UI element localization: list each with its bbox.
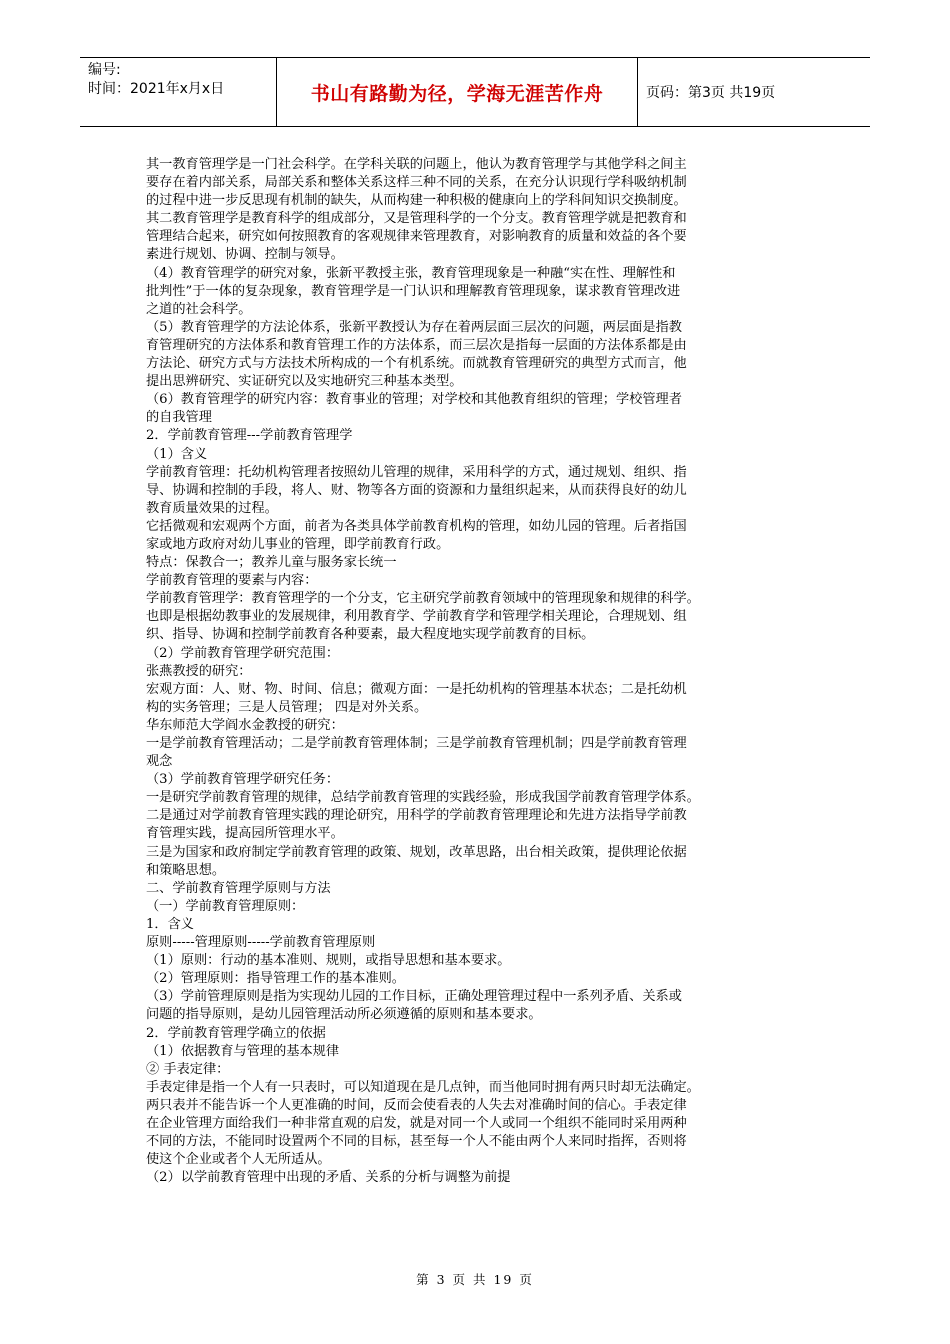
text-line: 之道的社会科学。 <box>146 301 252 317</box>
text-line: （一）学前教育管理原则： <box>146 898 305 914</box>
text-line: 华东师范大学阎水金教授的研究： <box>146 717 344 733</box>
text-line: 素进行规划、协调、控制与领导。 <box>146 247 344 263</box>
text-line: 和策略思想。 <box>146 862 226 878</box>
text-line: 2．学前教育管理---学前教育管理学 <box>146 428 353 444</box>
text-line: 二、学前教育管理学原则与方法 <box>146 880 331 896</box>
text-line: ② 手表定律： <box>146 1061 230 1077</box>
text-line: 的自我管理 <box>146 410 212 426</box>
header-page-info-cell <box>638 58 870 126</box>
text-line: 织、指导、协调和控制学前教育各种要素，最大程度地实现学前教育的目标。 <box>146 627 595 643</box>
page-info: 页码：第3页 共19页 <box>646 85 776 101</box>
text-line: 问题的指导原则，是幼儿园管理活动所必须遵循的原则和基本要求。 <box>146 1007 542 1023</box>
text-line: 提出思辨研究、实证研究以及实地研究三种基本类型。 <box>146 374 463 390</box>
text-line: （2）学前教育管理学研究范围： <box>146 645 340 661</box>
text-line: （2）以学前教育管理中出现的矛盾、关系的分析与调整为前提 <box>146 1170 511 1186</box>
text-line: 教育质量效果的过程。 <box>146 500 278 516</box>
text-line: 也即是根据幼教事业的发展规律，利用教育学、学前教育学和管理学相关理论，合理规划、组 <box>146 609 687 625</box>
text-line: 不同的方法，不能同时设置两个不同的目标，甚至每一个人不能由两个人来同时指挥，否则将 <box>146 1134 687 1150</box>
text-line: （3）学前教育管理学研究任务： <box>146 772 340 788</box>
text-line: 学前教育管理：托幼机构管理者按照幼儿管理的规律，采用科学的方式，通过规划、组织、指 <box>146 464 687 480</box>
text-line: 三是为国家和政府制定学前教育管理的政策、规划，改革思路，出台相关政策，提供理论依据 <box>146 844 687 860</box>
text-line: 要存在着内部关系，局部关系和整体关系这样三种不同的关系，在充分认识现行学科吸纳机制 <box>146 175 687 191</box>
text-line: 特点：保教合一；教养儿童与服务家长统一 <box>146 555 397 571</box>
text-line: 其一教育管理学是一门社会科学。在学科关联的问题上，他认为教育管理学与其他学科之间主 <box>146 157 687 172</box>
text-line: 批判性”于一体的复杂现象，教育管理学是一门认识和理解教育管理现象，谋求教育管理改进 <box>146 283 681 299</box>
text-line: 家或地方政府对幼儿事业的管理，即学前教育行政。 <box>146 536 450 552</box>
text-line: 的过程中进一步反思现有机制的缺失，从而构建一种积极的健康向上的学科间知识交换制度。 <box>146 193 687 209</box>
text-line: 原则-----管理原则-----学前教育管理原则 <box>146 935 376 951</box>
text-line: 方法论、研究方式与方法技术所构成的一个有机系统。而就教育管理研究的典型方式而言，他 <box>146 356 687 372</box>
text-line: （4）教育管理学的研究对象，张新平教授主张，教育管理现象是一种融“实在性、理解性和 <box>146 265 676 281</box>
text-line: 学前教育管理学：教育管理学的一个分支，它主研究学前教育领域中的管理现象和规律的科学。 <box>146 591 700 607</box>
text-line: 它括微观和宏观两个方面，前者为各类具体学前教育机构的管理，如幼儿园的管理。后者指国 <box>146 518 687 534</box>
motto-text: 书山有路勤为径，学海无涯苦作舟 <box>310 82 604 105</box>
text-line: 在企业管理方面给我们一种非常直观的启发，就是对同一个人或同一个组织不能同时采用两种 <box>146 1115 687 1131</box>
header-left-cell <box>80 58 276 126</box>
document-number-label: 编号: <box>88 62 121 78</box>
text-line: （5）教育管理学的方法论体系，张新平教授认为存在着两层面三层次的问题，两层面是指教 <box>146 319 682 335</box>
header-motto <box>276 58 638 126</box>
text-line: 育管理实践，提高园所管理水平。 <box>146 826 344 842</box>
text-line: 一是研究学前教育管理的规律，总结学前教育管理的实践经验，形成我国学前教育管理学体系。 <box>146 790 700 806</box>
document-body <box>146 156 812 1187</box>
text-line: 一是学前教育管理活动；二是学前教育管理体制；三是学前教育管理机制；四是学前教育管理 <box>146 736 687 751</box>
text-line: 张燕教授的研究： <box>146 663 252 679</box>
text-line: 育管理研究的方法体系和教育管理工作的方法体系，而三层次是指每一层面的方法体系都是由 <box>146 337 687 353</box>
text-line: 1．含义 <box>146 916 194 932</box>
text-line: 管理结合起来，研究如何按照教育的客观规律来管理教育，对影响教育的质量和效益的各个要 <box>146 229 687 245</box>
text-line: （2）管理原则：指导管理工作的基本准则。 <box>146 971 405 987</box>
text-line: （6）教育管理学的研究内容：教育事业的管理；对学校和其他教育组织的管理；学校管理者 <box>146 392 682 408</box>
text-line: （1）依据教育与管理的基本规律 <box>146 1043 340 1059</box>
text-line: 手表定律是指一个人有一只表时，可以知道现在是几点钟，而当他同时拥有两只时却无法确定。 <box>146 1079 700 1095</box>
text-line: （3）学前管理原则是指为实现幼儿园的工作目标，正确处理管理过程中一系列矛盾、关系或 <box>146 989 682 1005</box>
text-line: 2．学前教育管理学确立的依据 <box>146 1025 326 1041</box>
text-line: 二是通过对学前教育管理实践的理论研究，用科学的学前教育管理理论和先进方法指导学前教 <box>146 808 687 824</box>
document-date: 时间：2021年x月x日 <box>88 81 225 97</box>
text-line: 使这个企业或者个人无所适从。 <box>146 1152 331 1168</box>
text-line: （1）含义 <box>146 446 208 462</box>
text-line: 观念 <box>146 754 173 770</box>
text-line: 导、协调和控制的手段，将人、财、物等各方面的资源和力量组织起来，从而获得良好的幼儿 <box>146 482 687 498</box>
text-line: （1）原则：行动的基本准则、规则，或指导思想和基本要求。 <box>146 953 511 969</box>
text-line: 宏观方面：人、财、物、时间、信息；微观方面：一是托幼机构的管理基本状态；二是托幼机 <box>146 681 687 697</box>
page-footer <box>0 1270 950 1288</box>
text-line: 其二教育管理学是教育科学的组成部分，又是管理科学的一个分支。教育管理学就是把教育和 <box>146 211 687 227</box>
footer-page-number: 第 3 页 共 19 页 <box>416 1272 534 1287</box>
text-line: 学前教育管理的要素与内容： <box>146 573 318 589</box>
text-line: 构的实务管理；三是人员管理； 四是对外关系。 <box>146 699 428 715</box>
document-header <box>80 57 870 127</box>
text-line: 两只表并不能告诉一个人更准确的时间，反而会使看表的人失去对准确时间的信心。手表定律 <box>146 1097 687 1113</box>
